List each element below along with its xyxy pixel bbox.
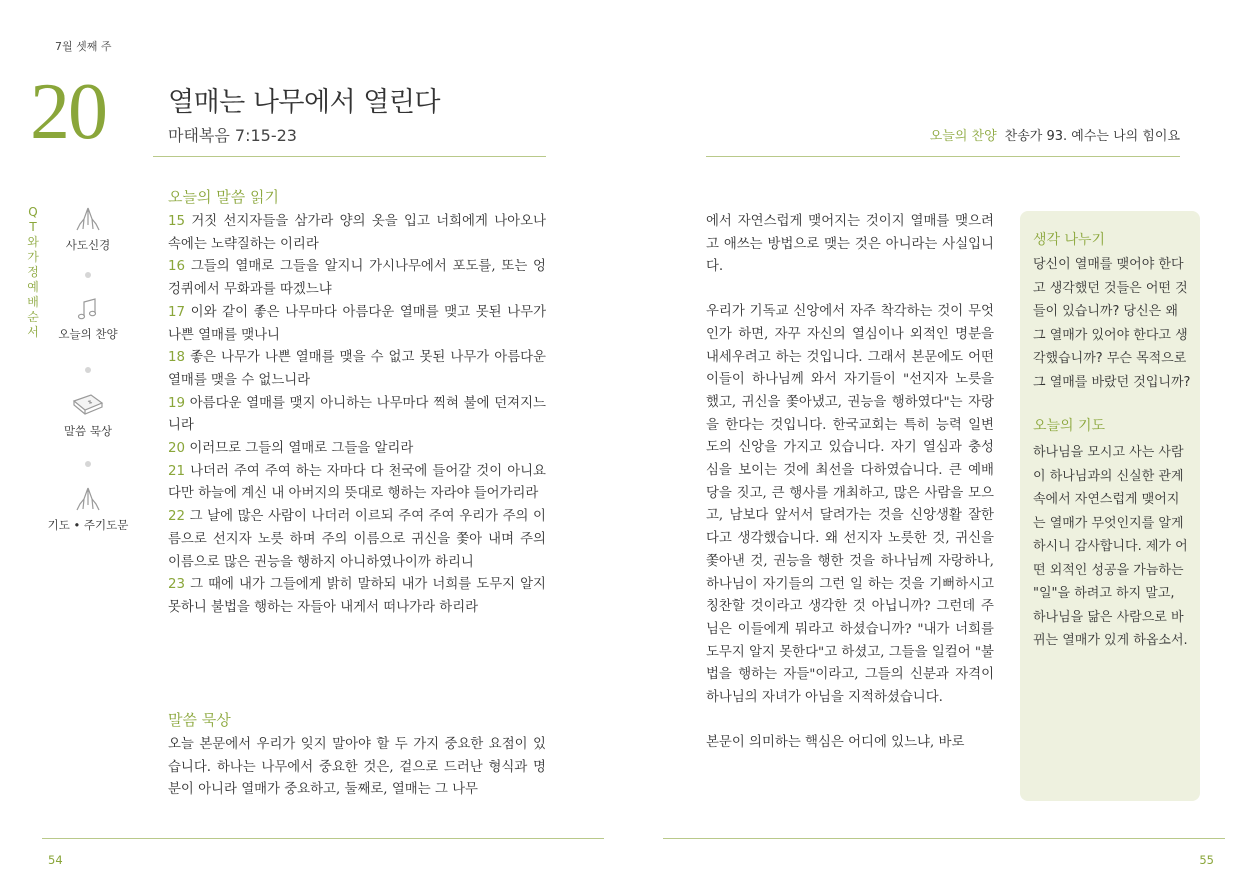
verse-number: 16 [168,259,186,275]
verse-number: 18 [168,350,186,366]
verse-text: 거짓 선지자들을 삼가라 양의 옷을 입고 너희에게 나아오나 속에는 노략질하는 이리라 [168,214,546,252]
verse-number: 17 [168,304,186,320]
verse-number: 22 [168,509,186,525]
verse [168,302,546,347]
verse-number: 21 [168,463,186,479]
verse-text: 나더러 주여 주여 하는 자마다 다 천국에 들어갈 것이 아니요 다만 하늘에 계신 내 아버지의 뜻대로 행하는 자라야 들어가리라 [168,463,546,502]
scripture-passage [168,211,546,620]
verse [168,506,546,574]
verse [168,438,546,461]
verse [168,393,546,438]
verse-number: 23 [168,577,186,593]
hymn-value: 찬송가 93. 예수는 나의 힘이요 [1004,129,1180,144]
meditation-heading: 말씀 묵상 [168,711,231,729]
praying-hands-icon [73,205,103,233]
meditation-paragraph: 우리가 기독교 신앙에서 자주 착각하는 것이 무엇인가 하면, 자꾸 자신의 열심이나 외적인 명분을 내세우려고 하는 것입니다. 그래서 본문에도 어떤 이들이 하나님께 와서 자기들이 "선지자 노릇을 했고, 귀신을 쫓아냈고, 권능을 행하였다"는 자랑을 한다는 것입니다. 한국교회는 특히 능력 일변도의 신앙을 가지고 있습니다. 자기 열심과 충성심을 보이는 것에 최선을 다하였습니다. 큰 예배당을 짓고, 큰 행사를 개최하고, 많은 사람을 모으고, 남보다 앞서서 달려가는 것을 신앙생활 잘한다고 생각했습니다. 왜 선지자 노릇한 것, 귀신을 쫓아낸 것, 권능을 행한 것을 하나님께 자랑하나, 하나님이 자기들의 그런 일 하는 것을 기뻐하시고 칭찬할 것이라고 생각한 것 아닙니까? 그런데 주님은 이들에게 뭐라고 하셨습니까? "내가 너희를 도무지 알지 못한다"고 하셨고, 그들을 일컬어 "불법을 행하는 자들"이라고, 그들의 신분과 자격이 하나님의 자녀가 아님을 지적하셨습니다. [706,304,994,706]
reading-heading: 오늘의 말씀 읽기 [168,188,279,206]
share-text: 당신이 열매를 맺어야 한다고 생각했던 것들은 어떤 것들이 있습니까? 당신은 왜 그 열매가 있어야 한다고 생각했습니까? 무슨 목적으로 그 열매를 바랐던 것입니까? [1033,257,1191,390]
verse-number: 19 [168,395,186,411]
verse-text: 그 날에 많은 사람이 나더러 이르되 주여 주여 우리가 주의 이름으로 선지자 노릇 하며 주의 이름으로 귀신을 쫓아 내며 주의 이름으로 많은 권능을 행하지 아니하였나이까 하리니 [168,509,546,570]
sidebar-item-hymn [28,296,148,342]
prayer-heading: 오늘의 기도 [1033,418,1106,434]
verse [168,256,546,301]
sidebar-item-label: 사도신경 [65,238,111,252]
todays-hymn [930,125,1180,144]
praying-hands-icon [73,485,103,513]
footer-divider-left [42,838,604,839]
verse [168,211,546,256]
verse-number: 20 [168,441,186,457]
music-note-icon [73,296,103,322]
verse-text: 이러므로 그들의 열매로 그들을 알리라 [189,441,414,457]
sidebar-divider-dot [85,272,91,278]
verse-text: 아름다운 열매를 맺지 아니하는 나무마다 찍혀 불에 던져지느니라 [168,395,546,434]
sidebar-divider-dot [85,367,91,373]
hymn-label: 오늘의 찬양 [929,129,997,144]
meditation-text-right [706,211,994,754]
qt-order-vertical-title: QT와 가정예배 순서 [27,205,43,339]
title-divider-right [706,156,1180,157]
verse-text: 이와 같이 좋은 나무마다 아름다운 열매를 맺고 못된 나무가 나쁜 열매를 맺나니 [168,304,547,343]
week-label: 7월 셋째 주 [55,40,112,53]
meditation-paragraph: 본문이 의미하는 핵심은 어디에 있느냐, 바로 [706,734,965,750]
sidebar-item-prayer [28,485,148,533]
verse [168,574,546,619]
sidebar-item-label: 오늘의 찬양 [58,327,118,341]
page-title: 열매는 나무에서 열린다 [168,87,440,118]
day-number: 20 [30,68,106,156]
meditation-text-left: 오늘 본문에서 우리가 잊지 말아야 할 두 가지 중요한 요점이 있습니다. 하나는 나무에서 중요한 것은, 겉으로 드러난 형식과 명분이 아니라 열매가 중요하고, 둘째로, 열매는 그 나무 [168,737,546,798]
page-number-left: 54 [48,853,63,867]
meditation-paragraph: 에서 자연스럽게 맺어지는 것이지 열매를 맺으려고 애쓰는 방법으로 맺는 것은 아니라는 사실입니다. [706,214,994,275]
verse-text: 그들의 열매로 그들을 알지니 가시나무에서 포도를, 또는 엉겅퀴에서 무화과를 따겠느냐 [168,259,546,298]
sidebar-item-label: 기도 • 주기도문 [47,518,129,532]
sidebar-item-label: 말씀 묵상 [63,424,113,438]
page-number-right: 55 [1199,853,1214,867]
footer-divider-right [663,838,1225,839]
prayer-text: 하나님을 모시고 사는 사람이 하나님과의 신실한 관계 속에서 자연스럽게 맺어지는 열매가 무엇인지를 알게 하시니 감사합니다. 제가 어떤 외적인 성공을 가늠하는 "일"을 하려고 하지 말고, 하나님을 닮은 사람으로 바뀌는 열매가 있게 하옵소서. [1033,445,1188,648]
share-heading: 생각 나누기 [1033,232,1106,248]
verse-text: 그 때에 내가 그들에게 밝히 말하되 내가 너희를 도무지 알지 못하니 불법을 행하는 자들아 내게서 떠나가라 하리라 [168,577,546,615]
sidebar-item-meditation [28,391,148,439]
verse-text: 좋은 나무가 나쁜 열매를 맺을 수 없고 못된 나무가 아름다운 열매를 맺을 수 없느니라 [168,350,546,388]
title-divider-left [153,156,546,157]
sidebar-item-creed [28,205,148,253]
bible-icon [71,391,105,419]
scripture-reference: 마태복음 7:15-23 [168,126,297,145]
verse-number: 15 [168,214,186,229]
sidebar-divider-dot [85,461,91,467]
verse [168,347,546,392]
verse [168,461,546,506]
